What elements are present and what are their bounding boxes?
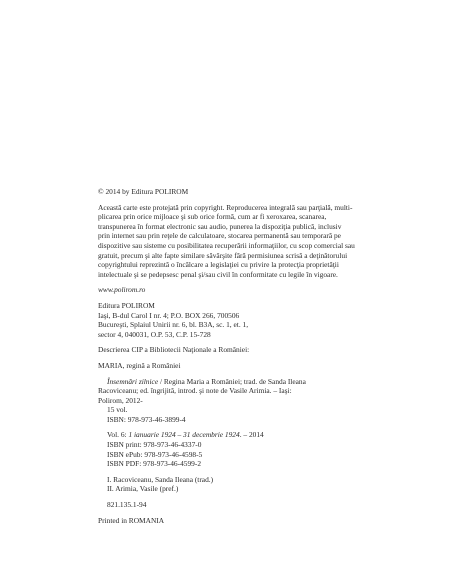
vol-dates: 1 ianuarie 1924 – 31 decembrie 1924 (128, 430, 240, 440)
publisher-address (98, 301, 368, 339)
cip-author: MARIA, regină a României (98, 360, 181, 370)
contributor-line: I. Racoviceanu, Sanda Ileana (trad.) (107, 474, 214, 484)
copyright-page (98, 187, 368, 525)
publisher-line: Iaşi, B-dul Carol I nr. 4; P.O. BOX 266, 700506 (98, 310, 240, 320)
contributor-line: II. Arimia, Vasile (pref.) (107, 484, 179, 494)
printed-in: Printed in ROMANIA (98, 515, 165, 525)
isbn-epub: ISBN ePub: 978-973-46-4598-5 (107, 449, 203, 459)
cip-title-line (107, 377, 368, 387)
publisher-line: Bucureşti, Splaiul Unirii nr. 6, bl. B3A, sc. 1, et. 1, (98, 320, 249, 330)
cip-title: Însemnări zilnice (107, 376, 159, 386)
cip-volume-line (107, 430, 368, 440)
cip-title-line-2: Racoviceanu; ed. îngrijită, introd. şi note de Vasile Arimia. – Iaşi: (98, 386, 292, 396)
notice-line: gratuit, precum şi alte fapte similare săvârşite fără permisiunea scrisă a deţinătorului (98, 250, 348, 260)
notice-line: copyrightului reprezintă o încălcare a legislaţiei cu privire la protecţia proprietăţii (98, 260, 339, 270)
notice-line: transpunerea în format electronic sau audio, punerea la dispoziţia publică, inclusiv (98, 221, 342, 231)
notice-line: plicarea prin orice mijloace şi sub orice formă, cum ar fi xeroxarea, scanarea, (98, 212, 327, 222)
classification: 821.135.1-94 (107, 500, 147, 510)
notice-line: dispozitive sau sisteme cu posibilitatea recuperării informaţiilor, cu scop comercial sau (98, 240, 355, 250)
notice-line: intelectuale şi se pedepsesc penal şi/sau civil în conformitate cu legile în vigoare. (98, 269, 338, 279)
copyright-notice (98, 203, 368, 280)
website-link: www.polirom.ro (98, 285, 146, 295)
notice-line: prin internet sau prin reţele de calculatoare, stocarea permanentă sau temporară pe (98, 231, 341, 241)
cip-volumes: 15 vol. (107, 405, 128, 415)
cip-record (98, 377, 368, 387)
notice-line: Această carte este protejată prin copyright. Reproducerea integrală sau parţială, multi- (98, 202, 353, 212)
isbn-print: ISBN print: 978-973-46-4337-0 (107, 440, 202, 450)
isbn-pdf: ISBN PDF: 978-973-46-4599-2 (107, 459, 202, 469)
copyright-line: © 2014 by Editura POLIROM (98, 187, 189, 196)
publisher-line: sector 4, 040031, O.P. 53, C.P. 15-728 (98, 329, 211, 339)
cip-heading: Descrierea CIP a Bibliotecii Naţionale a României: (98, 345, 250, 355)
publisher-line: Editura POLIROM (98, 300, 155, 310)
vol-suffix: . – 2014 (239, 430, 264, 440)
cip-isbn-main: ISBN: 978-973-46-3899-4 (107, 414, 186, 424)
vol-prefix: Vol. 6: (107, 430, 129, 440)
cip-title-rest: / Regina Maria a României; trad. de Sanda Ileana (158, 376, 306, 386)
cip-title-line-3: Polirom, 2012- (98, 395, 143, 405)
